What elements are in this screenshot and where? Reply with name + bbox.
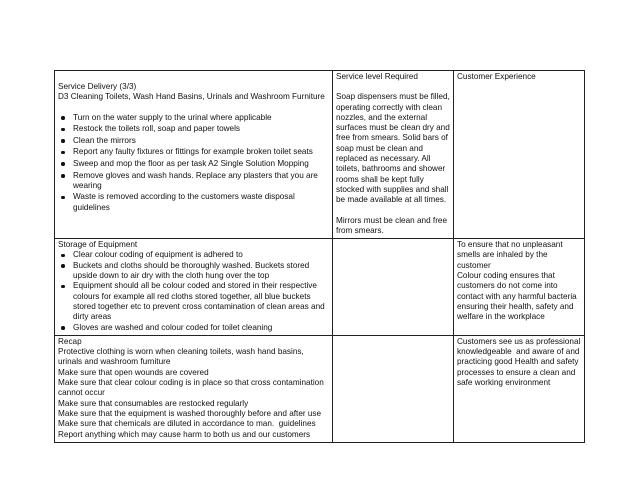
bullet-icon bbox=[61, 116, 65, 120]
list-item: Clear colour coding of equipment is adhered to bbox=[58, 250, 329, 260]
table-row bbox=[55, 335, 585, 442]
recap-line: Make sure that chemicals are diluted in accordance to man. guidelines bbox=[58, 419, 316, 429]
recap-line: Make sure that open wounds are covered bbox=[58, 367, 209, 377]
list-item: Buckets and cloths should be thoroughly washed. Buckets stored upside down to air dry with the cloth hung over the top bbox=[58, 261, 329, 282]
customer-experience-cell bbox=[454, 71, 585, 239]
recap-line: Make sure that consumables are restocked regularly bbox=[58, 398, 249, 408]
list-item: Gloves are washed and colour coded for toilet cleaning bbox=[58, 323, 329, 333]
column-header: Service level Required bbox=[336, 72, 418, 81]
list-item: Waste is removed according to the customers waste disposal guidelines bbox=[58, 192, 329, 213]
recap-line: Report anything which may cause harm to both us and our customers bbox=[58, 429, 311, 439]
list-item: Restock the toilets roll, soap and paper towels bbox=[58, 124, 329, 134]
bullet-icon bbox=[61, 174, 65, 178]
bullet-icon bbox=[61, 285, 65, 289]
recap-cell bbox=[55, 335, 333, 442]
bullet-icon bbox=[61, 162, 65, 166]
section-subtitle: D3 Cleaning Toilets, Wash Hand Basins, Urinals and Washroom Furniture bbox=[58, 92, 325, 102]
list-item: Report any faulty fixtures or fittings for example broken toilet seats bbox=[58, 147, 329, 157]
empty-cell bbox=[333, 239, 454, 336]
bullet-icon bbox=[61, 151, 65, 155]
list-item: Clean the mirrors bbox=[58, 136, 329, 146]
procedure-table bbox=[54, 70, 585, 443]
table-row bbox=[55, 71, 585, 239]
service-level-text: Mirrors must be clean and free from smears. bbox=[336, 215, 450, 235]
bullet-icon bbox=[61, 139, 65, 143]
storage-cell bbox=[55, 239, 333, 336]
list-item: Sweep and mop the floor as per task A2 Single Solution Mopping bbox=[58, 159, 329, 169]
service-level-cell bbox=[333, 71, 454, 239]
table-row bbox=[55, 239, 585, 336]
task-list bbox=[58, 113, 329, 213]
list-item: Remove gloves and wash hands. Replace any plasters that you are wearing bbox=[58, 171, 329, 192]
section-title: Storage of Equipment bbox=[58, 240, 138, 250]
customer-experience-cell bbox=[454, 239, 585, 336]
experience-text: To ensure that no unpleasant smells are inhaled by the customer bbox=[457, 240, 565, 270]
service-delivery-cell bbox=[55, 71, 333, 239]
column-header: Customer Experience bbox=[457, 72, 536, 81]
recap-line: Make sure that clear colour coding is in place so that cross contamination cannot occur bbox=[58, 378, 327, 398]
customer-experience-cell bbox=[454, 335, 585, 442]
storage-list bbox=[58, 250, 329, 332]
bullet-icon bbox=[61, 254, 65, 258]
bullet-icon bbox=[61, 196, 65, 200]
service-level-text: Soap dispensers must be filled, operating correctly with clean nozzles, and the external surfaces must be clean dry and free from smears. Solid bars of soap must be clean and replaced as necessary. All toilets, bathrooms and shower rooms shall be kept fully stocked with supplies and shall be made available at all times. bbox=[336, 92, 453, 205]
experience-text: Customers see us as professional knowledgeable and aware of and practicing good Health and safety processes to ensure a clean and safe working environment bbox=[457, 336, 583, 388]
empty-cell bbox=[333, 335, 454, 442]
bullet-icon bbox=[61, 128, 65, 132]
bullet-icon bbox=[61, 326, 65, 330]
experience-text: Colour coding ensures that customers do not come into contact with any harmful bacteria ensuring their health, safety and welfare in the workplace bbox=[457, 271, 579, 322]
section-title: Recap bbox=[58, 336, 82, 346]
bullet-icon bbox=[61, 264, 65, 268]
recap-line: Make sure that the equipment is washed thoroughly before and after use bbox=[58, 408, 322, 418]
recap-line: Protective clothing is worn when cleaning toilets, wash hand basins, urinals and washroom furniture bbox=[58, 347, 307, 367]
list-item: Equipment should all be colour coded and stored in their respective colours for example all red cloths stored together, all blue buckets stored together etc to prevent cross contamination of clean areas and dirty areas bbox=[58, 281, 329, 322]
list-item: Turn on the water supply to the urinal where applicable bbox=[58, 113, 329, 123]
section-title: Service Delivery (3/3) bbox=[58, 82, 137, 91]
